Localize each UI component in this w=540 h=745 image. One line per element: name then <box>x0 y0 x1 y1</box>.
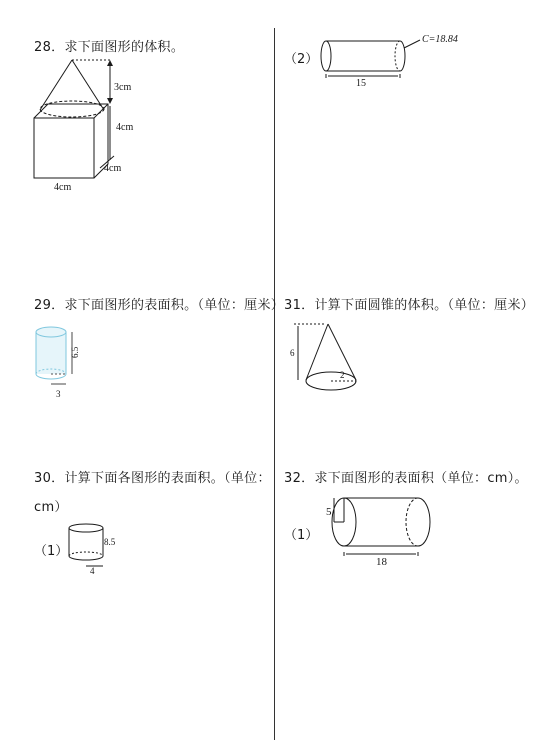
cube-height-label: 4cm <box>116 122 134 133</box>
question-29-text: 29．求下面图形的表面积。（单位：厘米） <box>34 298 285 313</box>
question-30-text-line2: cm） <box>34 500 68 515</box>
circumference-label: C=18.84 <box>422 34 458 45</box>
radius-label-32: 5 <box>326 506 332 518</box>
question-30-sub1-label: （1） <box>34 544 69 559</box>
height-label-29: 6.5 <box>70 346 80 358</box>
question-32-sub1-label: （1） <box>284 528 319 543</box>
cube-width-label: 4cm <box>54 182 72 193</box>
length-label-32: 18 <box>376 556 387 568</box>
cone-radius-label-31: 2 <box>340 370 345 380</box>
question-32-text: 32．求下面图形的表面积（单位：cm）。 <box>284 471 528 486</box>
question-30-text-line1: 30．计算下面各图形的表面积。（单位： <box>34 471 271 486</box>
cone-height-label: 3cm <box>114 82 132 93</box>
cube-depth-label: 4cm <box>104 163 122 174</box>
radius-label-29: 3 <box>56 389 61 399</box>
question-31-text: 31．计算下面圆锥的体积。（单位：厘米） <box>284 298 535 313</box>
height-label-30: 8.5 <box>104 537 116 547</box>
question-28-text: 28．求下面图形的体积。 <box>34 40 185 55</box>
cylinder-length-label: 15 <box>356 78 366 89</box>
question-28-sub2-label: （2） <box>284 52 319 67</box>
cone-height-label-31: 6 <box>290 348 295 358</box>
diameter-label-30: 4 <box>90 566 95 576</box>
